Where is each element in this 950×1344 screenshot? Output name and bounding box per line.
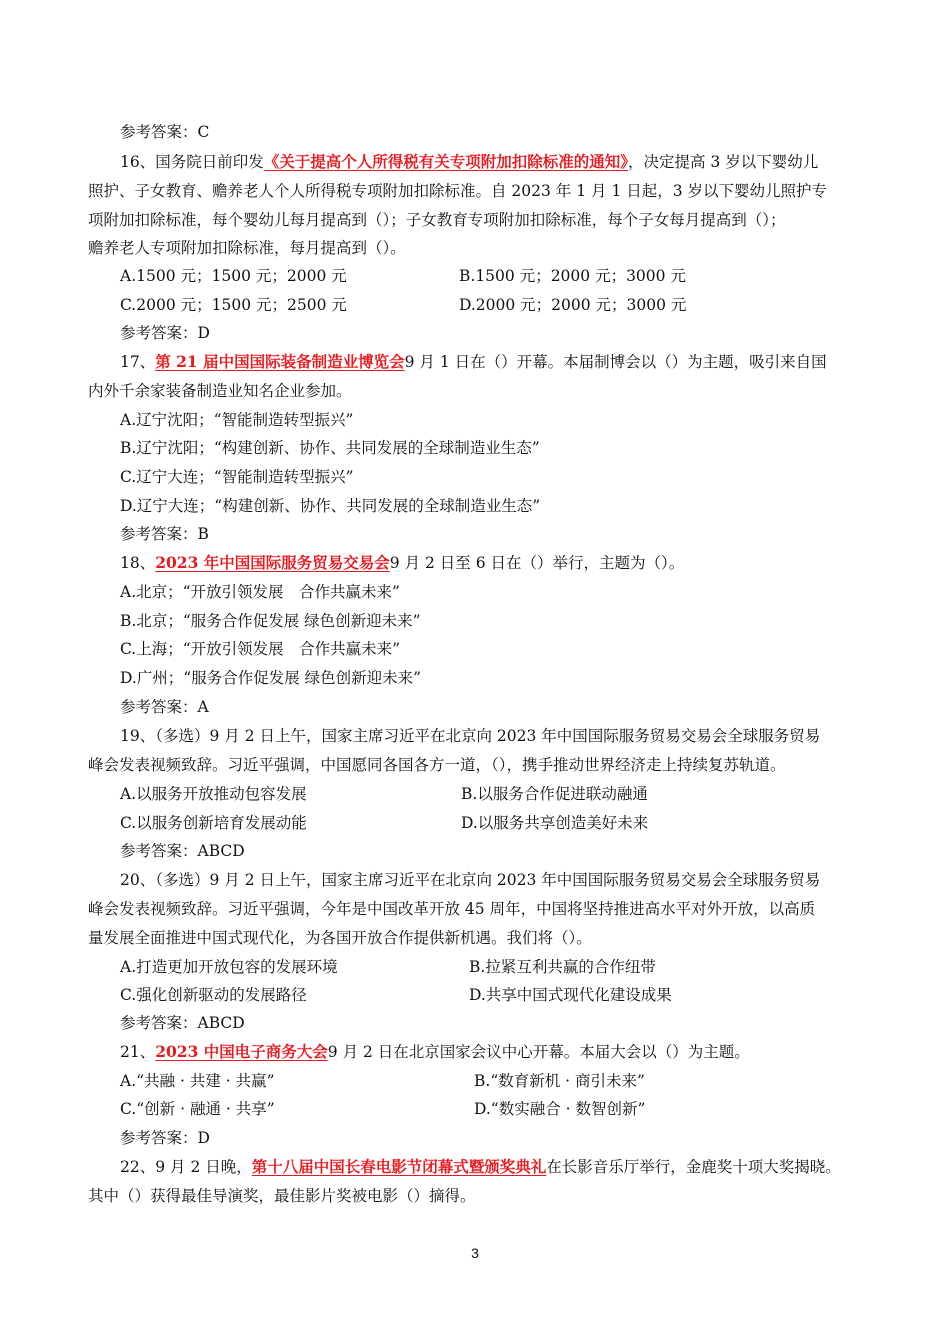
q19-option-b: B.以服务合作促进联动融通: [461, 785, 648, 803]
q16-suffix: ，决定提高 3 岁以下婴幼儿: [628, 153, 819, 171]
q18-line1: [120, 553, 900, 573]
q17-line1: [120, 352, 900, 372]
q17-answer: 参考答案：B: [120, 525, 209, 543]
q19-line2: 峰会发表视频致辞。习近平强调，中国愿同各国各方一道，（），携手推动世界经济走上持续复苏轨道。: [88, 756, 786, 774]
q21-answer: 参考答案：D: [120, 1129, 210, 1147]
q17-highlight-link[interactable]: 第 21 届中国国际装备制造业博览会: [155, 352, 405, 371]
q18-option-d: D.广州；“服务合作促发展 绿色创新迎未来”: [120, 669, 422, 687]
q19-line1: 19、（多选）9 月 2 日上午，国家主席习近平在北京向 2023 年中国国际服务贸易交易会全球服务贸易: [120, 727, 821, 745]
q20-option-d: D.共享中国式现代化建设成果: [469, 986, 672, 1004]
q21-option-a: A.“共融 · 共建 · 共赢”: [120, 1072, 275, 1090]
q16-option-b: B.1500 元；2000 元；3000 元: [459, 267, 686, 285]
q16-line3: 项附加扣除标准，每个婴幼儿每月提高到（）；子女教育专项附加扣除标准，每个子女每月提高到（）；: [88, 211, 786, 229]
q21-line1: [120, 1042, 900, 1062]
q20-option-b: B.拉紧互利共赢的合作纽带: [469, 958, 656, 976]
q16-option-c: C.2000 元；1500 元；2500 元: [120, 296, 347, 314]
q21-highlight-link[interactable]: 2023 中国电子商务大会: [155, 1042, 328, 1061]
q21-option-b: B.“数育新机 · 商引未来”: [474, 1072, 645, 1090]
q17-option-d: D.辽宁大连；“构建创新、协作、共同发展的全球制造业生态”: [120, 497, 541, 515]
q18-highlight-link[interactable]: 2023 年中国国际服务贸易交易会: [155, 553, 390, 572]
q21-prefix: 21、: [120, 1043, 156, 1061]
q20-option-c: C.强化创新驱动的发展路径: [120, 986, 307, 1004]
q20-line2: 峰会发表视频致辞。习近平强调，今年是中国改革开放 45 周年，中国将坚持推进高水平对外开放，以高质: [88, 900, 816, 918]
q20-line1: 20、（多选）9 月 2 日上午，国家主席习近平在北京向 2023 年中国国际服务贸易交易会全球服务贸易: [120, 871, 821, 889]
q21-option-d: D.“数实融合 · 数智创新”: [474, 1100, 646, 1118]
q18-option-a: A.北京；“开放引领发展 合作共赢未来”: [120, 583, 400, 601]
q16-highlight-link[interactable]: 《关于提高个人所得税有关专项附加扣除标准的通知》: [263, 152, 628, 171]
q17-option-b: B.辽宁沈阳；“构建创新、协作、共同发展的全球制造业生态”: [120, 439, 540, 457]
q18-answer: 参考答案：A: [120, 698, 209, 716]
q19-option-c: C.以服务创新培育发展动能: [120, 814, 307, 832]
q16-line1: [120, 152, 900, 172]
q16-line2: 照护、子女教育、赡养老人个人所得税专项附加扣除标准。自 2023 年 1 月 1 日起，3 岁以下婴幼儿照护专: [88, 182, 828, 200]
q19-option-a: A.以服务开放推动包容发展: [120, 785, 307, 803]
q19-answer: 参考答案：ABCD: [120, 842, 245, 860]
q15-answer: 参考答案：C: [120, 123, 210, 141]
q16-option-a: A.1500 元；1500 元；2000 元: [120, 267, 347, 285]
q19-option-d: D.以服务共享创造美好未来: [461, 814, 649, 832]
q16-prefix: 16、国务院日前印发: [120, 153, 264, 171]
q16-line4: 赡养老人专项附加扣除标准，每月提高到（）。: [88, 239, 406, 257]
q16-option-d: D.2000 元；2000 元；3000 元: [459, 296, 687, 314]
q18-option-b: B.北京；“服务合作促发展 绿色创新迎未来”: [120, 612, 421, 630]
q17-option-a: A.辽宁沈阳；“智能制造转型振兴”: [120, 411, 354, 429]
q18-prefix: 18、: [120, 554, 156, 572]
q20-line3: 量发展全面推进中国式现代化，为各国开放合作提供新机遇。我们将（）。: [88, 929, 592, 947]
q17-line2: 内外千余家装备制造业知名企业参加。: [88, 382, 352, 400]
q22-prefix: 22、9 月 2 日晚，: [120, 1158, 252, 1176]
q22-line1: [120, 1157, 900, 1177]
q20-option-a: A.打造更加开放包容的发展环境: [120, 958, 338, 976]
q17-option-c: C.辽宁大连；“智能制造转型振兴”: [120, 468, 354, 486]
q17-suffix: 9 月 1 日在（）开幕。本届制博会以（）为主题，吸引来自国: [404, 353, 827, 371]
q21-suffix: 9 月 2 日在北京国家会议中心开幕。本届大会以（）为主题。: [327, 1043, 750, 1061]
q22-line2: 其中（）获得最佳导演奖，最佳影片奖被电影（）摘得。: [88, 1187, 476, 1205]
q22-highlight-link[interactable]: 第十八届中国长春电影节闭幕式暨颁奖典礼: [251, 1157, 547, 1176]
q18-suffix: 9 月 2 日至 6 日在（）举行，主题为（）。: [389, 554, 685, 572]
q21-option-c: C.“创新 · 融通 · 共享”: [120, 1100, 275, 1118]
q22-suffix: 在长影音乐厅举行，金鹿奖十项大奖揭晓。: [546, 1158, 841, 1176]
q16-answer: 参考答案：D: [120, 324, 210, 342]
q20-answer: 参考答案：ABCD: [120, 1014, 245, 1032]
q18-option-c: C.上海；“开放引领发展 合作共赢未来”: [120, 640, 401, 658]
q17-prefix: 17、: [120, 353, 156, 371]
page-number: 3: [471, 1245, 479, 1261]
